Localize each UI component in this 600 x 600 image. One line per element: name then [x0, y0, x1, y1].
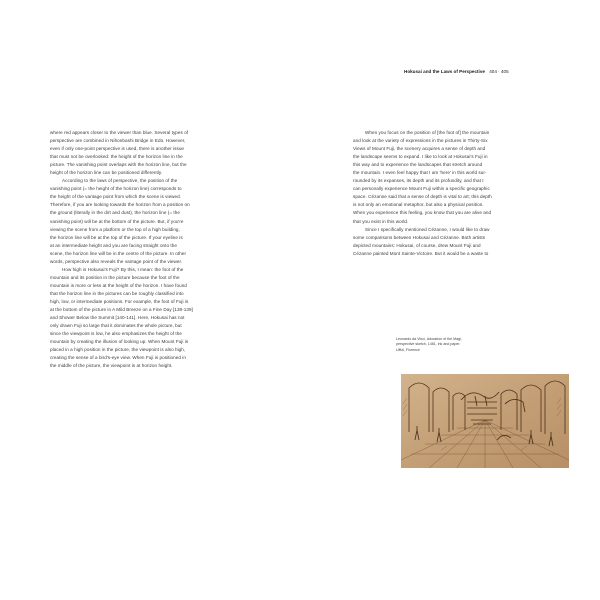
text-line: and look at the variety of expressions in the pictures in Thirty-Six: [353, 138, 488, 144]
text-line: Cézanne painted Mont Sainte-Victoire. But it would be a waste to: [353, 250, 489, 256]
caption-line: Leonardo da Vinci, Adoration of the Magi,: [396, 337, 462, 341]
text-line: mountain by creating the illusion of looking up. When Mount Fuji is: [50, 339, 189, 345]
text-line: creating the sense of a bird's-eye view. When Fuji is positioned in: [50, 355, 186, 361]
figure-caption: [396, 337, 468, 353]
sketch-drawing: [401, 374, 569, 468]
text-line: scene, the horizon line will be in the centre of the picture. In other: [50, 250, 187, 256]
text-line: some comparisons between Hokusai and Cézanne. Both artists: [353, 234, 486, 240]
text-line: How high is Hokusai's Fuji? By this, I mean: the foot of the: [62, 266, 184, 272]
text-line: viewing the scene from a platform or the top of a high building,: [50, 226, 180, 232]
text-line: Therefore, if you are looking towards the horizon from a position on: [50, 202, 190, 208]
text-line: vanishing point (= the height of the horizon line) corresponds to: [50, 186, 182, 192]
text-line: space. Cézanne said that a sense of depth is vital to art; this depth: [353, 194, 492, 200]
text-line: high, low, or intermediate positions. For example, the foot of Fuji is: [50, 298, 189, 304]
text-line: Views of Mount Fuji, the scenery acquires a sense of depth and: [353, 146, 486, 152]
perspective-sketch-image: [401, 374, 569, 468]
text-line: mountain and its position in the picture because the foot of the: [50, 274, 180, 280]
text-line: the mountain. I even feel happy that I am 'here' in this world sur-: [353, 170, 487, 176]
text-line: that you exist in this world.: [353, 218, 409, 224]
text-line: When you experience this feeling, you know that you are alive and: [353, 210, 492, 216]
text-line: the ground (literally in the dirt and dust), the horizon line (= the: [50, 210, 180, 216]
right-page-text: [353, 129, 539, 258]
text-line: the landscape seems to expand. I like to look at Hokusai's Fuji in: [353, 154, 488, 160]
text-line: perspective are combined in Nihonbashi Bridge in Edo. However,: [50, 138, 186, 144]
text-line: vanishing point) will be at the bottom of the picture. But, if you're: [50, 218, 184, 224]
text-line: the height of the vantage point from which the scene is viewed.: [50, 194, 182, 200]
text-line: is not only an emotional metaphor, but also a physical position.: [353, 202, 484, 208]
text-line: mountain is more or less at the height of the horizon. I have found: [50, 282, 187, 288]
caption-line: perspective sketch, 1481, ink and paper.: [396, 342, 461, 347]
text-line: that the horizon line in the pictures can be roughly classified into: [50, 290, 184, 296]
text-line: placed in a high position in the picture, the viewpoint is also high,: [50, 347, 186, 353]
text-line: the middle of the picture, the viewpoint is at horizon height.: [50, 363, 173, 369]
caption-line: Uffizi, Florence: [396, 347, 420, 352]
text-line: height of the horizon line can be positioned differently.: [50, 170, 163, 176]
text-line: When you focus on the position of [the foot of] the mountain: [365, 130, 490, 135]
text-line: at the bottom of the picture in A Mild Breeze on a Fine Day [138-139]: [50, 307, 193, 313]
text-line: and Shower Below the Summit [140-141]. Here, Hokusai has not: [50, 315, 185, 321]
running-header: [404, 69, 600, 75]
text-line: that must not be overlooked: the height of the horizon line in the: [50, 154, 183, 160]
text-line: this way and to experience the landscapes that stretch around: [353, 162, 483, 168]
text-line: picture. The vanishing point overlaps with the horizon line, but the: [50, 162, 187, 168]
text-line: even if only one-point perspective is used, there is another issue: [50, 146, 185, 152]
page-numbers: 404 · 405: [489, 69, 509, 74]
text-line: depicted mountains: Hokusai, of course, drew Mount Fuji and: [353, 242, 481, 248]
text-line: since the viewpoint is low, he also emphasizes the height of the: [50, 331, 182, 337]
text-line: Since I specifically mentioned Cézanne, I would like to draw: [365, 226, 490, 232]
left-page-text: [50, 129, 231, 370]
text-line: the horizon line will be at the top of the picture. If your eyeline is: [50, 234, 183, 240]
text-line: at an intermediate height and you are facing straight onto the: [50, 242, 177, 248]
text-line: where red appears closer to the viewer than blue. Several types of: [50, 130, 189, 135]
text-line: only drawn Fuji so large that it dominates the whole picture, but: [50, 323, 182, 329]
text-line: rounded by its expanses, its depth and its profundity, and that I: [353, 178, 484, 184]
text-line: can personally experience Mount Fuji within a specific geographic: [353, 186, 490, 192]
running-title: Hokusai and the Laws of Perspective: [404, 69, 485, 74]
text-line: words, perspective also reveals the vantage point of the viewer.: [50, 258, 183, 264]
text-line: According to the laws of perspective, the position of the: [62, 178, 178, 184]
